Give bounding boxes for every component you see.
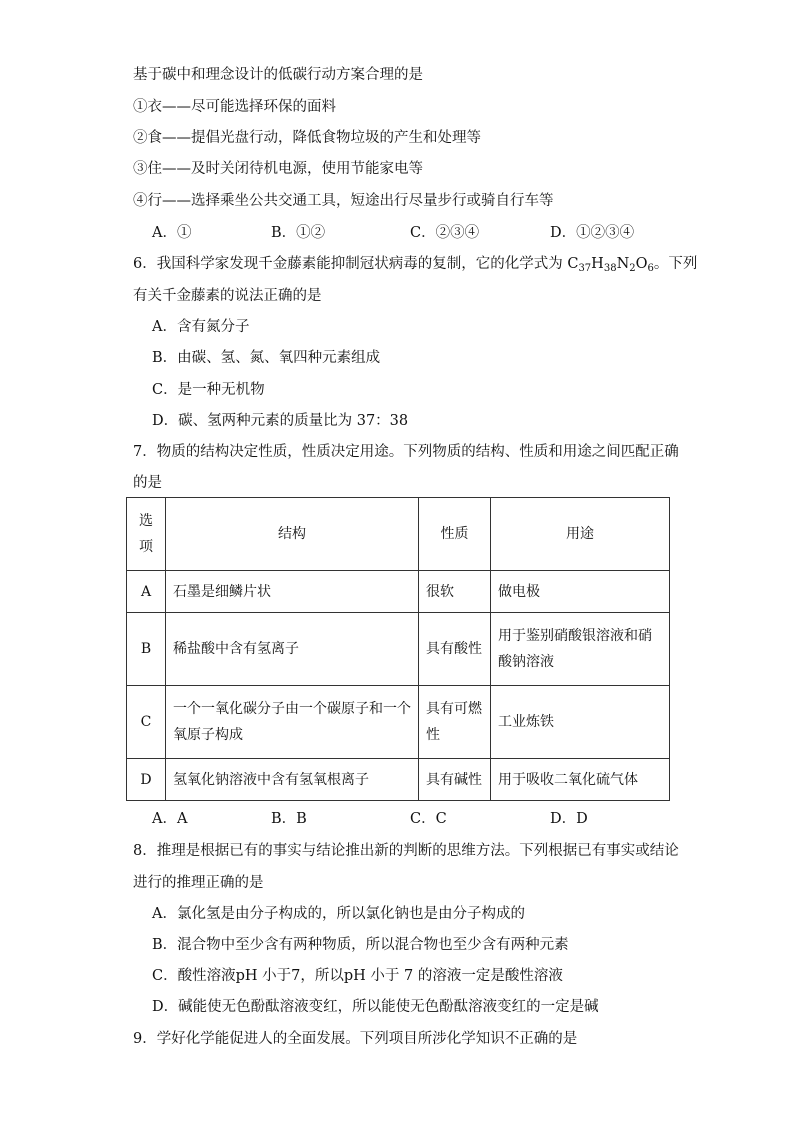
q7-option-c: C．C [410,811,447,827]
q5-option-a: A．① [152,225,192,241]
q8-option-c: C．酸性溶液pH 小于7，所以pH 小于 7 的溶液一定是酸性溶液 [152,968,563,984]
q8-option-b: B．混合物中至少含有两种物质，所以混合物也至少含有两种元素 [152,937,569,953]
q8-stem-line1: 8．推理是根据已有的事实与结论推出新的判断的思维方法。下列根据已有事实或结论 [133,843,679,859]
q7-row-a-property: 很软 [419,571,491,613]
q6-stem-line2: 有关千金藤素的说法正确的是 [133,288,322,304]
q8-stem-line2: 进行的推理正确的是 [133,875,264,891]
q7-row-d-option: D [127,759,166,801]
q7-table-header-row [127,498,670,571]
q6-stem-text: 6．我国科学家发现千金藤素能抑制冠状病毒的复制，它的化学式为 C [133,256,579,272]
q6-formula-sub-o: 6 [647,263,654,274]
q6-formula-sub-h: 38 [603,263,617,274]
q5-option-b: B．①② [271,225,326,241]
q6-stem-line1 [133,255,697,273]
q6-option-b: B．由碳、氢、氮、氧四种元素组成 [152,350,381,366]
q8-option-a: A．氯化氢是由分子构成的，所以氯化钠也是由分子构成的 [152,906,525,922]
q6-stem-tail: 。下列 [653,256,698,272]
q7-header-property: 性质 [419,498,491,571]
q7-option-a: A．A [152,811,188,827]
q9-stem: 9．学好化学能促进人的全面发展。下列项目所涉化学知识不正确的是 [133,1031,578,1047]
q7-option-b: B．B [271,811,307,827]
q7-row-a-structure: 石墨是细鳞片状 [166,571,419,613]
q7-header-use: 用途 [491,498,670,571]
q7-row-c-use: 工业炼铁 [491,686,670,759]
q7-header-structure: 结构 [166,498,419,571]
q7-row-d-use: 用于吸收二氧化硫气体 [491,759,670,801]
table-row [127,613,670,686]
q6-option-d: D．碳、氢两种元素的质量比为 37：38 [152,413,409,429]
table-row [127,759,670,801]
q8-option-d: D．碱能使无色酚酞溶液变红，所以能使无色酚酞溶液变红的一定是碱 [152,999,599,1015]
q7-row-d-property: 具有碱性 [419,759,491,801]
q5-option-c: C．②③④ [410,225,480,241]
q6-formula-o: O [635,256,648,272]
q7-row-c-property: 具有可燃性 [419,686,491,759]
q6-formula-sub-c: 37 [578,263,592,274]
q5-item-2: ②食——提倡光盘行动，降低食物垃圾的产生和处理等 [133,130,481,146]
q7-stem-line1: 7．物质的结构决定性质，性质决定用途。下列物质的结构、性质和用途之间匹配正确 [133,444,679,460]
q7-row-a-use: 做电极 [491,571,670,613]
q6-formula-sub-n: 2 [629,263,636,274]
q7-row-c-structure: 一个一氧化碳分子由一个碳原子和一个氧原子构成 [166,686,419,759]
q6-formula-n: N [616,256,630,272]
q5-stem: 基于碳中和理念设计的低碳行动方案合理的是 [133,67,423,83]
q7-row-d-structure: 氢氧化钠溶液中含有氢氧根离子 [166,759,419,801]
q7-row-b-option: B [127,613,166,686]
q7-row-b-use: 用于鉴别硝酸银溶液和硝酸钠溶液 [491,613,670,686]
q6-option-a: A．含有氮分子 [152,319,250,335]
table-row [127,571,670,613]
q7-row-b-property: 具有酸性 [419,613,491,686]
q7-row-a-option: A [127,571,166,613]
q7-table [126,497,670,801]
q6-formula-h: H [591,256,604,272]
q6-option-c: C．是一种无机物 [152,382,265,398]
q5-item-4: ④行——选择乘坐公共交通工具，短途出行尽量步行或骑自行车等 [133,193,554,209]
q5-option-d: D．①②③④ [550,225,635,241]
q7-header-option: 选项 [127,498,166,571]
q7-row-b-structure: 稀盐酸中含有氢离子 [166,613,419,686]
q7-option-d: D．D [550,811,588,827]
q7-row-c-option: C [127,686,166,759]
q7-stem-line2: 的是 [133,475,162,491]
q5-item-1: ①衣——尽可能选择环保的面料 [133,99,336,115]
q5-item-3: ③住——及时关闭待机电源，使用节能家电等 [133,161,423,177]
table-row [127,686,670,759]
